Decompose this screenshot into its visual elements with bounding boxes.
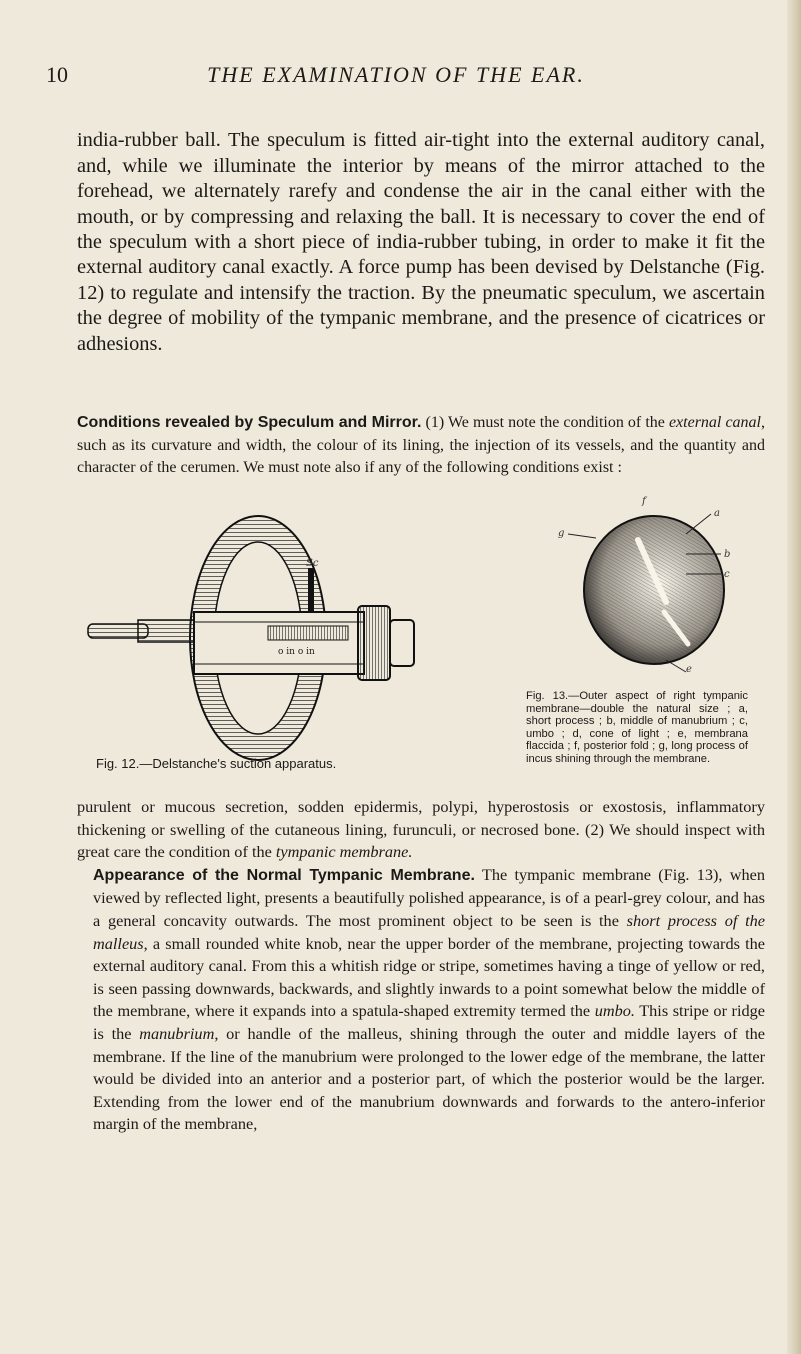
label-e: e [686, 664, 692, 674]
paragraph-conditions: Conditions revealed by Speculum and Mirror. (1) We must note the condition of the external canal, such as its curvature and width, the colour of its lining, the injection of its vessels, and the quantity and character of the cerumen. We must note also if any of the following conditions exist : [77, 414, 765, 476]
label-f: f [642, 496, 646, 507]
page-edge [787, 0, 801, 1354]
paragraph-conditions-continued: purulent or mucous secretion, sodden epidermis, polypi, hyperostosis or exostosis, inflammatory thickening or swelling of the cutaneous lining, furunculi, or necrosed bone. (2) We should inspect with great care the condition of the tympanic membrane. [77, 797, 765, 862]
page-number: 10 [46, 62, 68, 87]
section-heading-appearance: Appearance of the Normal Tympanic Membrane. [93, 866, 475, 884]
label-g: g [558, 528, 565, 539]
paragraph-normal-membrane: Appearance of the Normal Tympanic Membrane. The tympanic membrane (Fig. 13), when viewed by reflected light, presents a beautifully polished appearance, is of a pearl-grey colour, and has a general concavity outwards. The most prominent object to be seen is the short process of the malleus, a small rounded white knob, near the upper border of the membrane, projecting towards the external auditory canal. From this a whitish ridge or stripe, sometimes having a tinge of yellow or red, is seen passing downwards, backwards, and slightly inwards to a point somewhat below the middle of the membrane, where it expands into a spatula-shaped extremity termed the umbo. This stripe or ridge is the manubrium, or handle of the malleus, shining through the outer and middle layers of the membrane. If the line of the manubrium were prolonged to the lower edge of the membrane, the latter would be divided into an anterior and a posterior part, of which the posterior would be the larger. Extending from the lower end of the manubrium downwards and forwards to the antero-inferior margin of the membrane, [93, 864, 766, 1134]
page-header [46, 56, 746, 96]
label-c: c [724, 569, 730, 580]
figure-13-caption: Fig. 13.—Outer aspect of right tympanic membrane—double the natural size ; a, short process ; b, middle of manubrium ; c, umbo ; d, cone of light ; e, membrana flaccida ; f, posterior fold ; g, long process of incus shining through the membrane. [526, 690, 748, 765]
body-text-membrane [77, 796, 765, 1136]
running-title: THE EXAMINATION OF THE EAR. [207, 62, 585, 87]
label-sc: Sc [306, 558, 319, 569]
label-b: b [724, 549, 731, 560]
tympanic-membrane-illustration [546, 494, 756, 674]
section-heading-conditions: Conditions revealed by Speculum and Mirror. [77, 414, 422, 431]
label-a: a [714, 508, 720, 519]
delstanche-apparatus-illustration [78, 508, 514, 770]
paragraph-intro: india-rubber ball. The speculum is fitted air-tight into the external auditory canal, and, while we illuminate the interior by means of the mirror attached to the forehead, we alternately rarefy and condense the air in the canal either with the mouth, or by compressing and relaxing the ball. It is necessary to cover the end of the speculum with a short piece of india-rubber tubing, in order to make it fit the external auditory canal exactly. A force pump has been devised by Delstanche (Fig. 12) to regulate and intensify the traction. By the pneumatic speculum, we ascertain the degree of mobility of the tympanic membrane, and the presence of cicatrices or adhesions. [77, 129, 765, 355]
svg-text:o in o in: o in o in [278, 647, 315, 657]
figure-12-caption: Fig. 12.—Delstanche's suction apparatus. [96, 756, 337, 771]
